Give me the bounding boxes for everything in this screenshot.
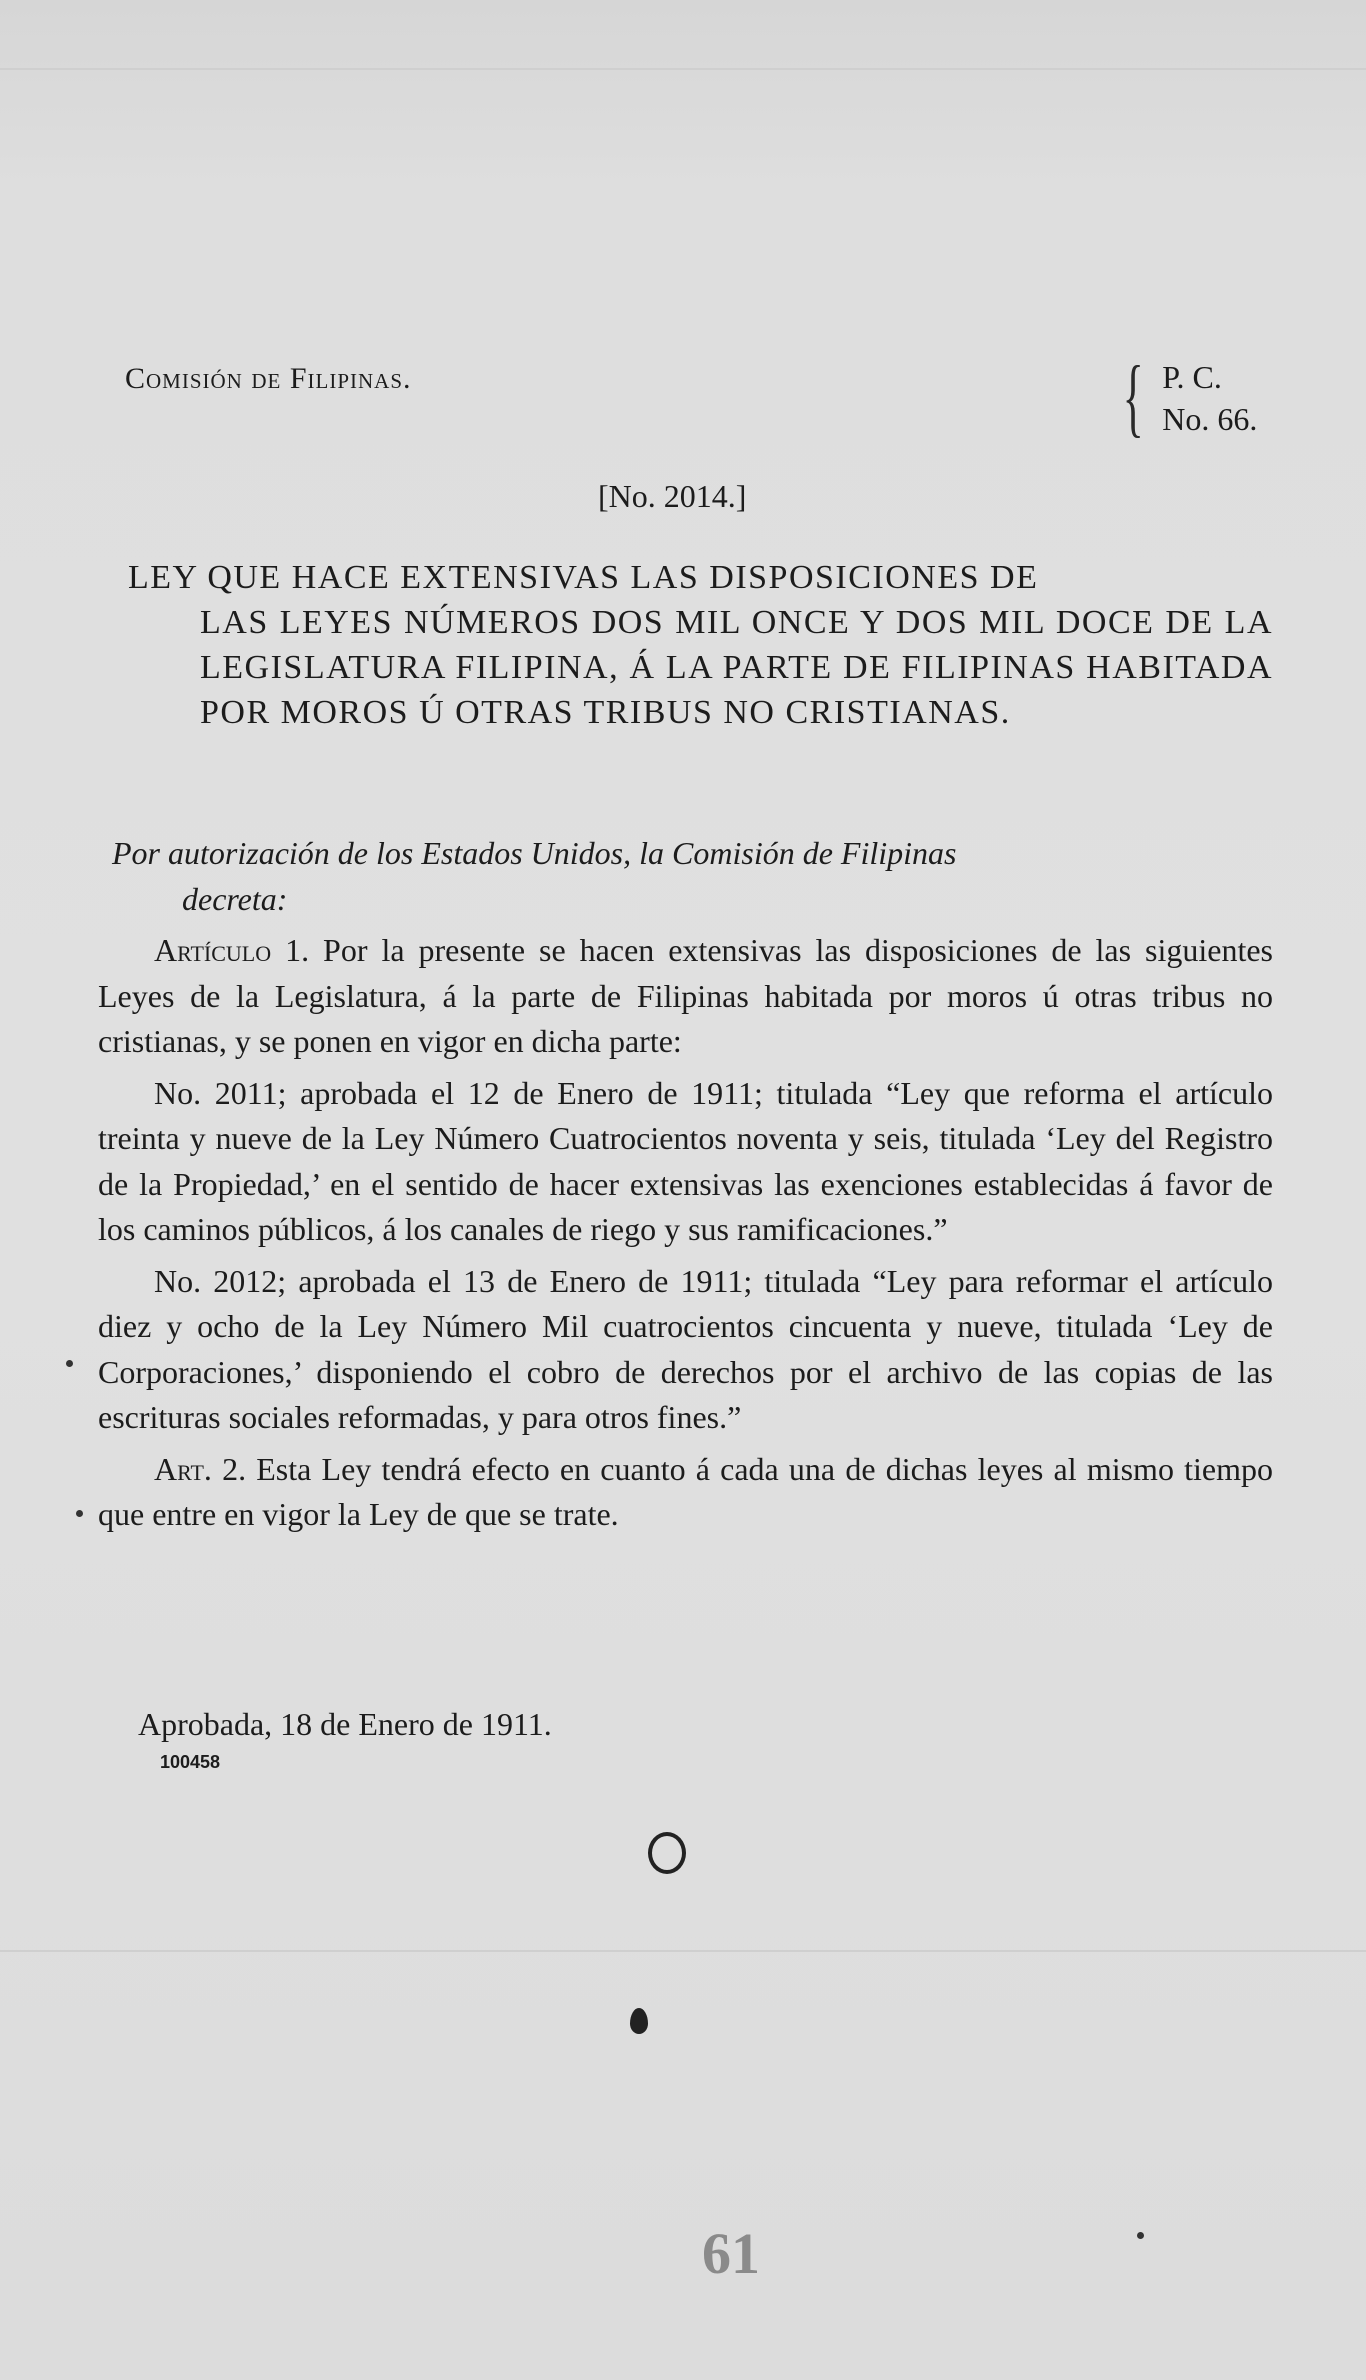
act-title-rest: LAS LEYES NÚMEROS DOS MIL ONCE Y DOS MIL DOCE DE LA LEGISLATURA FILIPINA, Á LA PARTE DE FILIPINAS HABITADA POR MOROS Ú OTRAS TRIBUS NO CRISTIANAS. (200, 604, 1273, 731)
ink-speck (66, 1360, 73, 1367)
approval-date: Aprobada, 18 de Enero de 1911. (138, 1706, 552, 1742)
ink-dot (630, 2008, 648, 2034)
enacting-clause-line2: decreta: (182, 881, 288, 917)
circle-ornament (648, 1832, 686, 1874)
ink-speck (1137, 2232, 1144, 2239)
reference-pc: P. C. (1162, 359, 1222, 395)
page-number: 61 (702, 2221, 760, 2286)
header-reference (1112, 349, 1258, 446)
page-fold-line (0, 1950, 1366, 1952)
law-2011-paragraph: No. 2011; aprobada el 12 de Enero de 1911; titulada “Ley que reforma el artículo treinta y nueve de la Ley Número Cuatrocientos noventa y seis, titulada ‘Ley del Registro de la Propiedad,’ en el sentido de hacer extensivas las exenciones establecidas á favor de los caminos públicos, á los canales de riego y sus ramificaciones.” (98, 1074, 1273, 1247)
reference-number: No. 66. (1162, 401, 1258, 437)
act-title (128, 555, 1273, 735)
act-number: [No. 2014.] (598, 478, 747, 514)
header-commission: Comisión de Filipinas. (125, 362, 412, 395)
page-fold-line (0, 68, 1366, 70)
brace-glyph: { (1122, 349, 1144, 446)
act-body (98, 928, 1273, 1544)
ink-speck (76, 1510, 83, 1517)
article-2-text: Esta Ley tendrá efecto en cuanto á cada una de dichas leyes al mismo tiempo que entre en vigor la Ley de que se trate. (98, 1450, 1273, 1532)
article-2 (98, 1447, 1273, 1538)
act-title-first-line: LEY QUE HACE EXTENSIVAS LAS DISPOSICIONES DE (128, 559, 1039, 596)
article-2-label: Art. 2. (154, 1450, 247, 1487)
enacting-clause-line1: Por autorización de los Estados Unidos, la Comisión de Filipinas (112, 835, 957, 871)
article-1 (98, 928, 1273, 1065)
enacting-clause (112, 830, 1272, 922)
article-1-text: Por la presente se hacen extensivas las disposiciones de las siguientes Leyes de la Legislatura, á la parte de Filipinas habitada por moros ú otras tribus no cristianas, y se ponen en vigor en dicha parte: (98, 932, 1273, 1059)
reference-lines (1162, 356, 1257, 440)
article-1-label: Artículo 1. (154, 932, 310, 968)
print-code: 100458 (160, 1752, 221, 1772)
law-2012-paragraph: No. 2012; aprobada el 13 de Enero de 1911; titulada “Ley para reformar el artículo diez y ocho de la Ley Número Mil cuatrocientos cincuenta y nueve, titulada ‘Ley de Corporaciones,’ disponiendo el cobro de derechos por el archivo de las copias de las escrituras sociales reformadas, y para otros fines.” (98, 1262, 1273, 1435)
